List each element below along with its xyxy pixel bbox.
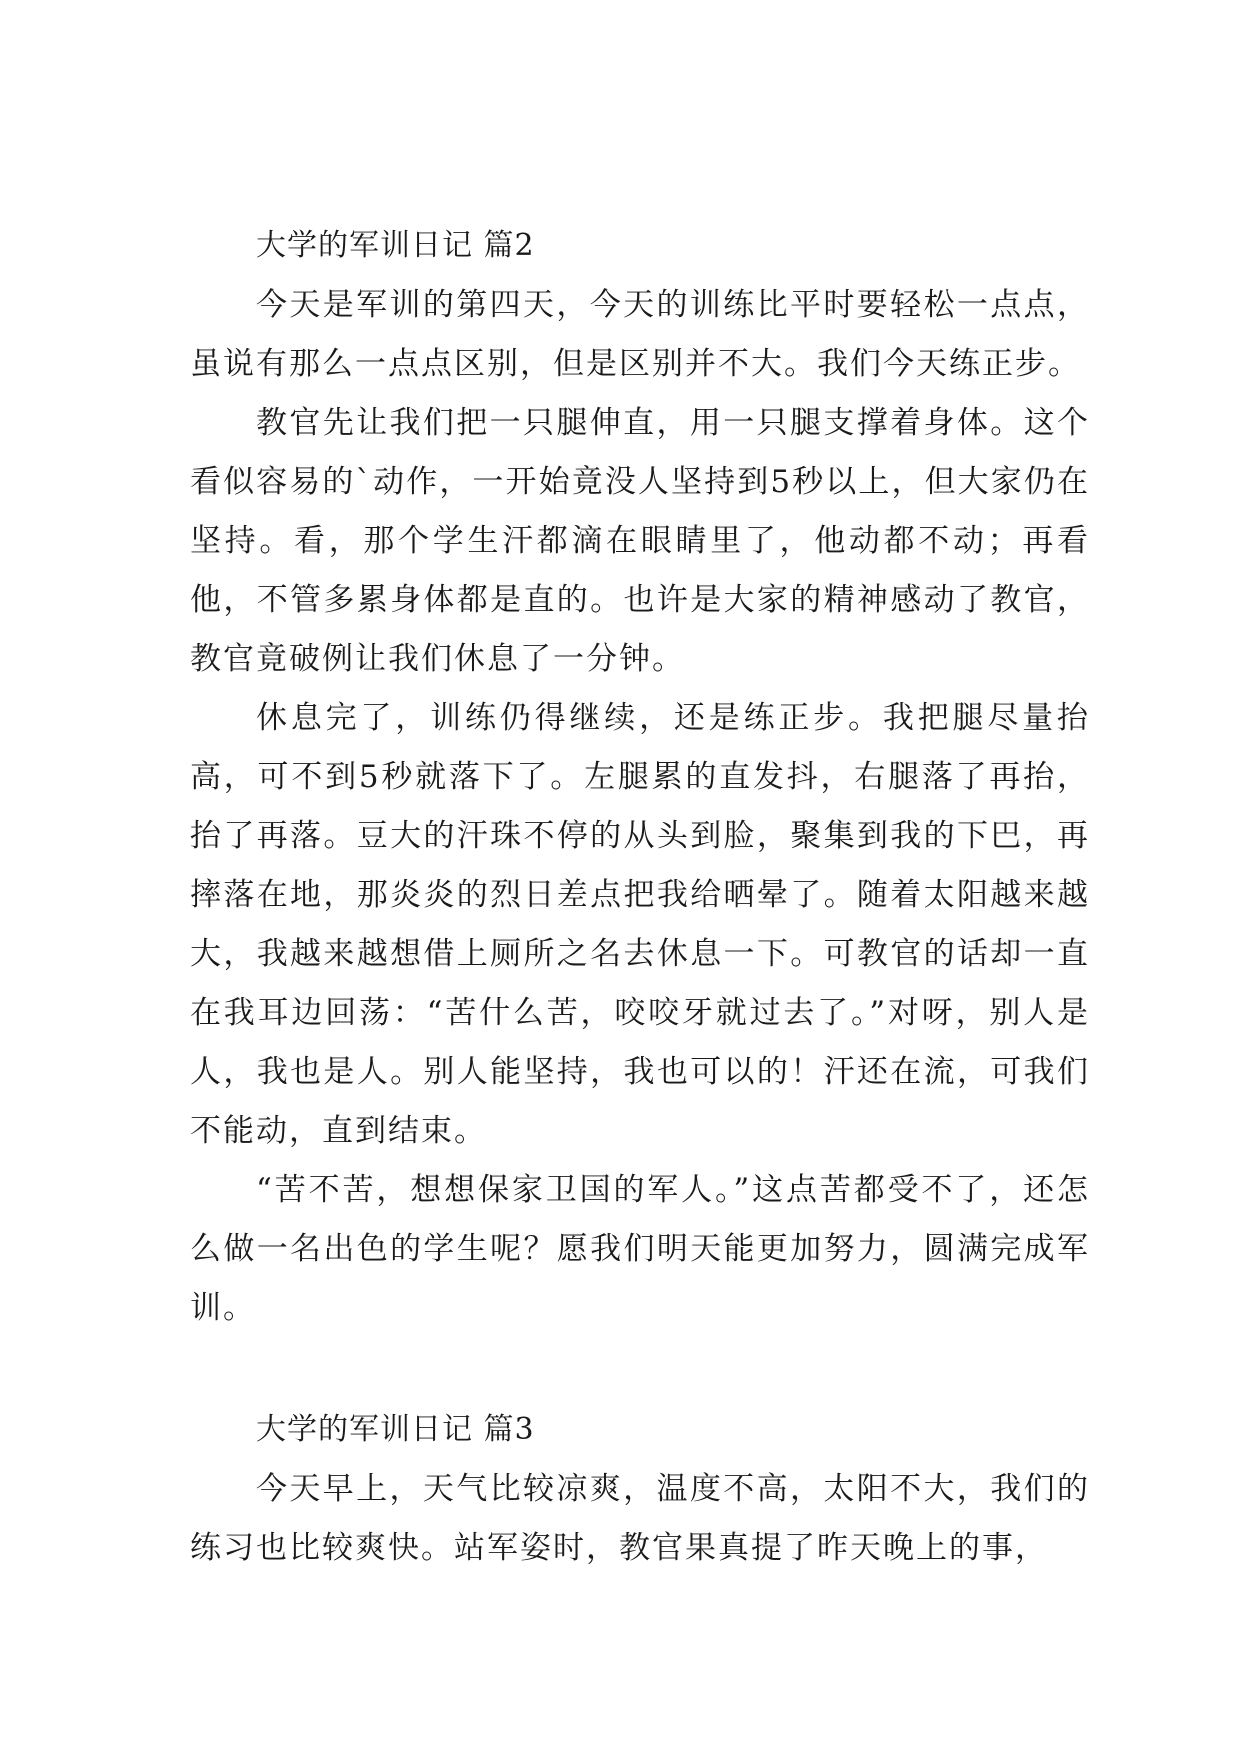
- section-gap: [190, 1338, 1090, 1400]
- section-title-3: 大学的军训日记 篇3: [256, 1412, 535, 1447]
- section-title-2: 大学的军训日记 篇2: [256, 228, 535, 263]
- paragraph: 教官先让我们把一只腿伸直，用一只腿支撑着身体。这个看似容易的`动作，一开始竟没人坚持到5秒以上，但大家仍在坚持。看，那个学生汗都滴在眼睛里了，他动都不动；再看他，不管多累身体都是直的。也许是大家的精神感动了教官，教官竟破例让我们休息了一分钟。: [190, 405, 1090, 677]
- paragraph: “苦不苦，想想保家卫国的军人。”这点苦都受不了，还怎么做一名出色的学生呢？愿我们明天能更加努力，圆满完成军训。: [190, 1172, 1090, 1326]
- document-body: [190, 216, 1090, 1578]
- paragraph: 今天是军训的第四天，今天的训练比平时要轻松一点点，虽说有那么一点点区别，但是区别并不大。我们今天练正步。: [190, 287, 1090, 382]
- paragraph: 今天早上，天气比较凉爽，温度不高，太阳不大，我们的练习也比较爽快。站军姿时，教官果真提了昨天晚上的事，: [190, 1471, 1090, 1566]
- paragraph: 休息完了，训练仍得继续，还是练正步。我把腿尽量抬高，可不到5秒就落下了。左腿累的直发抖，右腿落了再抬，抬了再落。豆大的汗珠不停的从头到脸，聚集到我的下巴，再摔落在地，那炎炎的烈日差点把我给晒晕了。随着太阳越来越大，我越来越想借上厕所之名去休息一下。可教官的话却一直在我耳边回荡：“苦什么苦，咬咬牙就过去了。”对呀，别人是人，我也是人。别人能坚持，我也可以的！汗还在流，可我们不能动，直到结束。: [190, 700, 1090, 1149]
